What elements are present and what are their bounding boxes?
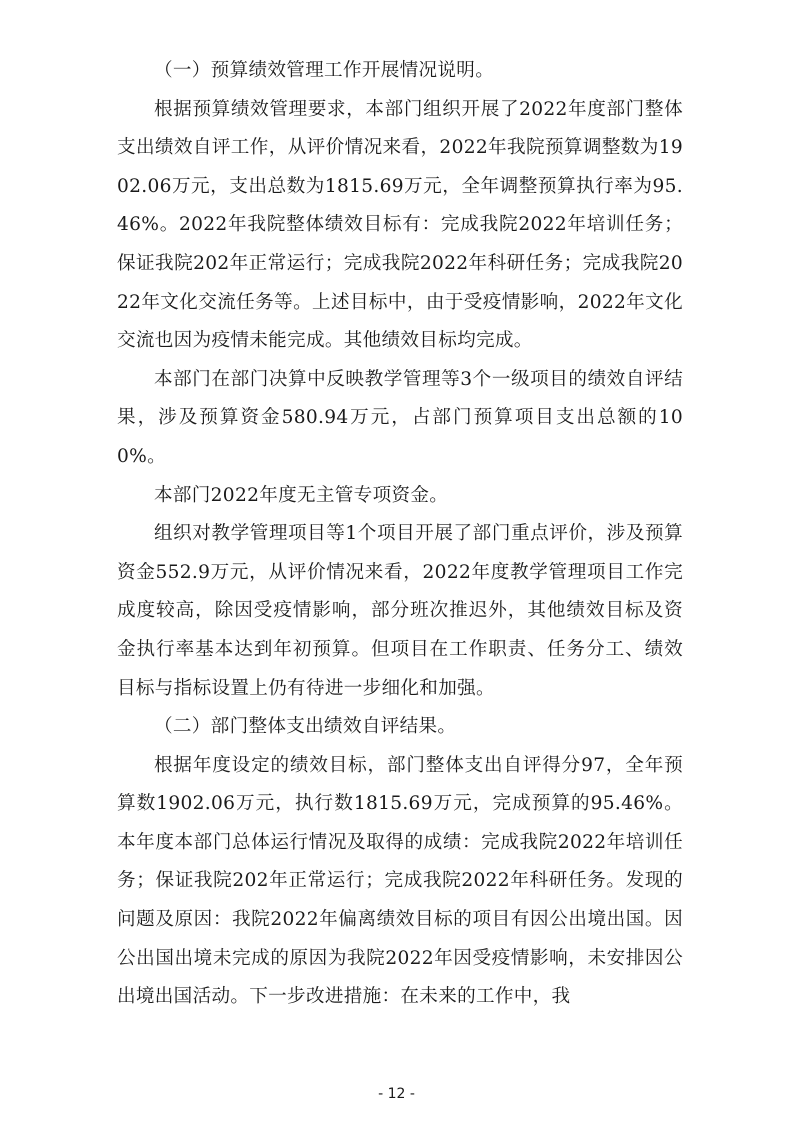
section-heading-1: （一）预算绩效管理工作开展情况说明。 [154, 60, 495, 81]
document-body [117, 52, 683, 1017]
section-heading-2: （二）部门整体支出绩效自评结果。 [154, 716, 457, 738]
paragraph-evaluation-summary: 根据预算绩效管理要求，本部门组织开展了2022年度部门整体支出绩效自评工作，从评价情况来看，2022年我院预算调整数为1902.06万元，支出总数为1815.69万元，全年调整预算执行率为95.46%。2022年我院整体绩效目标有：完成我院2022年培训任务；保证我院202年正常运行；完成我院2022年科研任务；完成我院2022年文化交流任务等。上述目标中，由于受疫情影响，2022年文化交流也因为疫情未能完成。其他绩效目标均完成。 [117, 98, 683, 352]
paragraph-special-funds: 本部门2022年度无主管专项资金。 [154, 484, 449, 506]
paragraph-project-self-evaluation: 本部门在部门决算中反映教学管理等3个一级项目的绩效自评结果，涉及预算资金580.94万元，占部门预算项目支出总额的100%。 [117, 368, 683, 467]
paragraph-overall-results: 根据年度设定的绩效目标，部门整体支出自评得分97，全年预算数1902.06万元，执行数1815.69万元，完成预算的95.46%。本年度本部门总体运行情况及取得的成绩：完成我院2022年培训任务；保证我院202年正常运行；完成我院2022年科研任务。发现的问题及原因：我院2022年偏离绩效目标的项目有因公出境出国。因公出国出境未完成的原因为我院2022年因受疫情影响，未安排因公出境出国活动。下一步改进措施：在未来的工作中，我 [117, 754, 683, 1008]
paragraph-key-evaluation: 组织对教学管理项目等1个项目开展了部门重点评价，涉及预算资金552.9万元，从评价情况来看，2022年度教学管理项目工作完成度较高，除因受疫情影响，部分班次推迟外，其他绩效目标及资金执行率基本达到年初预算。但项目在工作职责、任务分工、绩效目标与指标设置上仍有待进一步细化和加强。 [117, 523, 683, 699]
page-number: - 12 - [378, 1086, 415, 1102]
